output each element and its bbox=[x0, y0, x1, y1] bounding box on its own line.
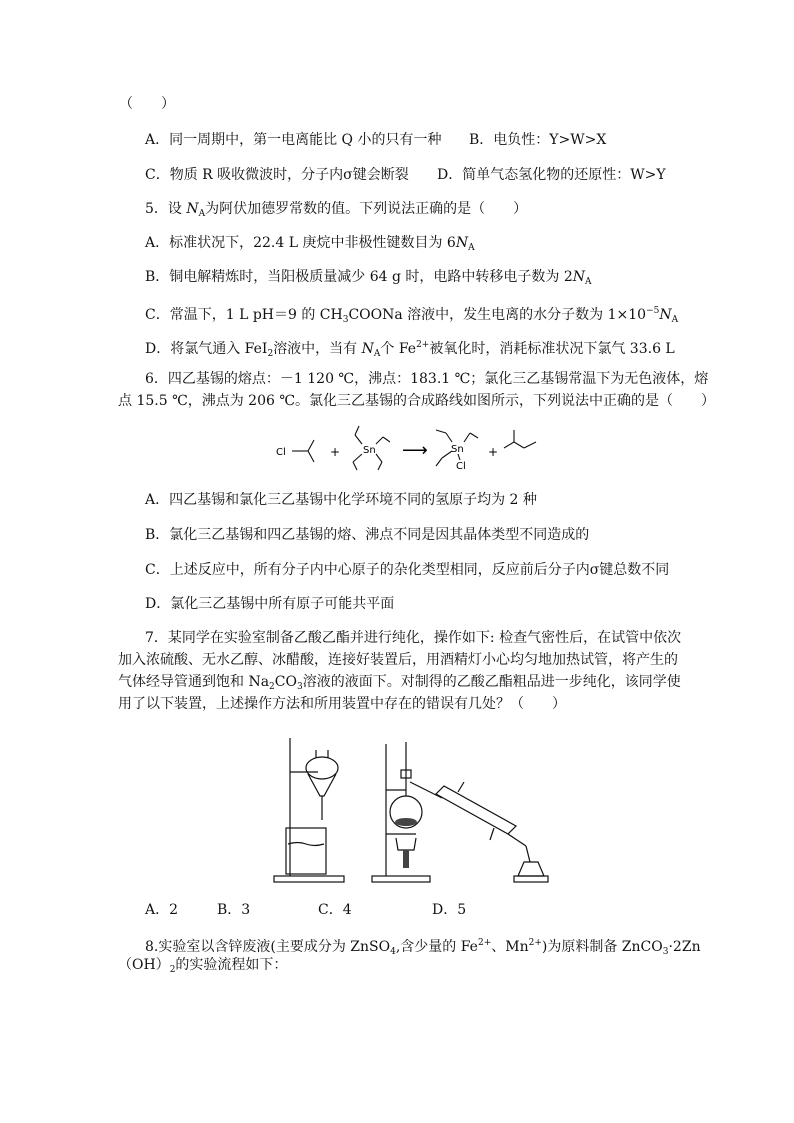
q5-option-c: C．常温下，1 L pH＝9 的 $CH_3COONa$ 溶液中，发生电离的水分子数为 $1\times 10^{-5}N_A$ bbox=[145, 306, 679, 325]
scheme-plus-2: + bbox=[488, 445, 499, 459]
q4-option-b: B．电负性：Y>W>X bbox=[469, 132, 607, 148]
q8-stem-line1: 8.实验室以含锌废液(主要成分为 ZnSO$_4$,含少量的 $Fe^{2+}$、$Mn^{2+}$)为原料制备 ZnCO$_3$·2Zn bbox=[145, 938, 701, 957]
q7-option-a: A．2 bbox=[145, 902, 179, 918]
q7-option-b: B．3 bbox=[217, 902, 251, 918]
q5-option-a: A．标准状况下，22.4 L 庚烷中非极性键数目为 $6N_A$ bbox=[145, 235, 475, 253]
q5-option-b: B．铜电解精炼时，当阳极质量减少 64 g 时，电路中转移电子数为 $2N_A$ bbox=[145, 269, 592, 287]
q7-stem-line2: 加入浓硫酸、无水乙醇、冰醋酸，连接好装置后，用酒精灯小心均匀地加热试管，将产生的 bbox=[118, 652, 678, 668]
scheme-cl-label: Cl bbox=[276, 447, 286, 458]
q4-option-d: D．简单气态氢化物的还原性：W>Y bbox=[437, 167, 666, 183]
q5-option-d: D．将氯气通入 FeI$_2$溶液中，当有 $N_A$个 $Fe^{2+}$被氧化时，消耗标准状况下氯气 33.6 L bbox=[145, 340, 675, 359]
q8-stem-line2: $(OH)_2$的实验流程如下： bbox=[118, 957, 288, 975]
scheme-plus-1: + bbox=[330, 445, 341, 459]
q6-option-c: C．上述反应中，所有分子内中心原子的杂化类型相同，反应前后分子内σ键总数不同 bbox=[145, 562, 670, 578]
scheme-sn-label-1: Sn bbox=[363, 445, 376, 456]
q6-option-a: A．四乙基锡和氯化三乙基锡中化学环境不同的氢原子均为 2 种 bbox=[145, 492, 537, 508]
q5-stem: 5．设 $N_A$为阿伏加德罗常数的值。下列说法正确的是（ ） bbox=[145, 201, 528, 219]
q4-option-c: C．物质 R 吸收微波时，分子内σ键会断裂 bbox=[145, 167, 409, 183]
q7-option-d: D．5 bbox=[432, 902, 467, 918]
scheme-sn-label-2: Sn bbox=[451, 444, 464, 455]
q7-option-c: C．4 bbox=[318, 902, 352, 918]
q7-stem-line3: 气体经导管通到饱和 $Na_2CO_3$溶液的液面下。对制得的乙酸乙酯粗品进一步纯化，该同学使 bbox=[118, 674, 681, 692]
q6-option-b: B．氯化三乙基锡和四乙基锡的熔、沸点不同是因其晶体类型不同造成的 bbox=[145, 527, 590, 543]
q6-option-d: D．氯化三乙基锡中所有原子可能共平面 bbox=[145, 596, 395, 612]
q6-stem-line1: 6．四乙基锡的熔点：－1 120 ℃，沸点：183.1 ℃；氯化三乙基锡常温下为无色液体，熔 bbox=[145, 371, 709, 387]
q7-stem-line1: 7．某同学在实验室制备乙酸乙酯并进行纯化，操作如下: 检查气密性后，在试管中依次 bbox=[145, 630, 682, 646]
scheme-cl-label-2: Cl bbox=[456, 461, 466, 472]
scheme-arrow: ⟶ bbox=[402, 440, 428, 461]
q4-option-a: A．同一周期中，第一电离能比 Q 小的只有一种 bbox=[145, 132, 442, 148]
q6-stem-line2: 点 15.5 ℃，沸点为 206 ℃。氯化三乙基锡的合成路线如图所示，下列说法中正确的是（ ） bbox=[118, 393, 716, 409]
q7-stem-line4: 用了以下装置，上述操作方法和所用装置中存在的错误有几处？（ ） bbox=[118, 696, 566, 712]
q7-apparatus-figure bbox=[268, 730, 568, 888]
q6-reaction-scheme bbox=[270, 418, 550, 478]
q4-answer-paren: （ ） bbox=[119, 96, 175, 112]
